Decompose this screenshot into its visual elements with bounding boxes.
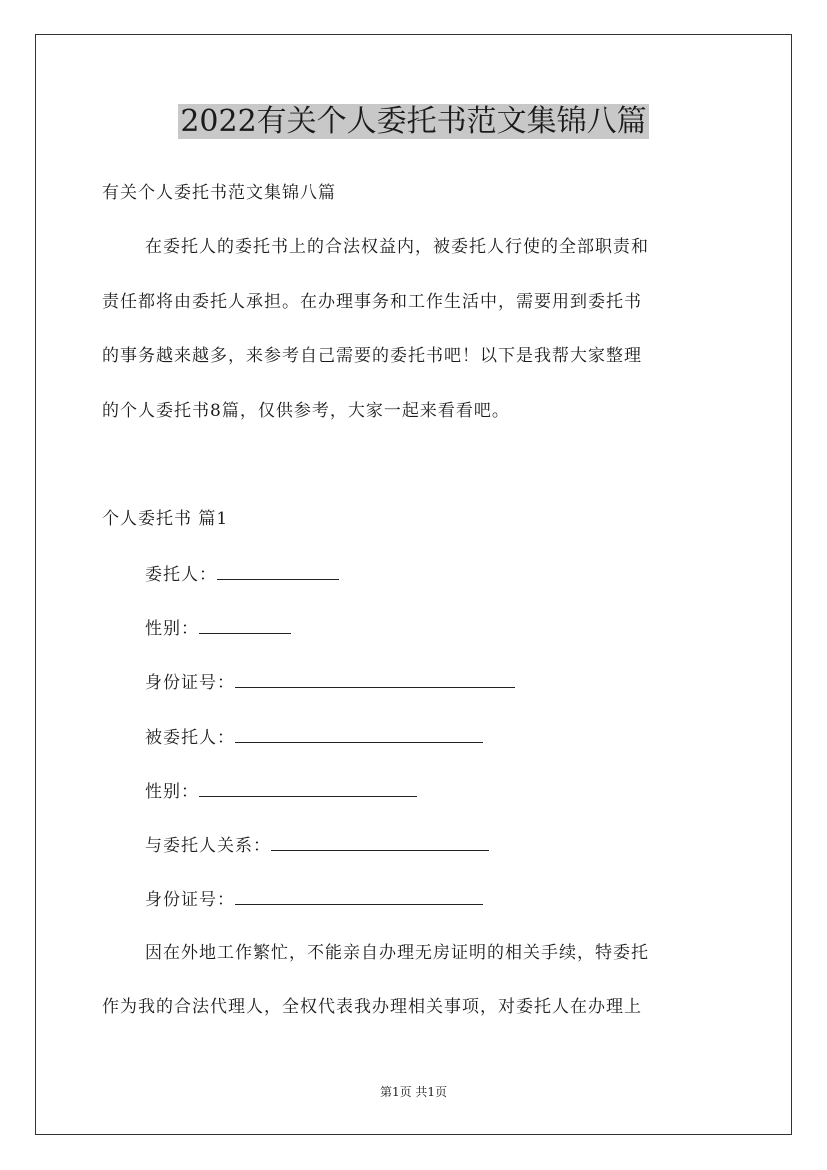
form-field-agent-gender [145, 778, 417, 804]
form-field-relationship [145, 832, 489, 858]
form-field-principal-gender [145, 615, 291, 641]
form-field-agent [145, 724, 483, 750]
intro-paragraph-line: 在委托人的委托书上的合法权益内，被委托人行使的全部职责和 [145, 237, 649, 257]
form-field-principal-id [145, 669, 515, 695]
fill-in-blank [235, 669, 515, 688]
intro-paragraph-line: 责任都将由委托人承担。在办理事务和工作生活中，需要用到委托书 [102, 292, 642, 312]
field-label: 委托人： [145, 565, 217, 585]
field-label: 与委托人关系： [145, 836, 271, 856]
fill-in-blank [235, 886, 483, 905]
intro-paragraph-line: 的事务越来越多，来参考自己需要的委托书吧！以下是我帮大家整理 [102, 346, 642, 366]
body-paragraph-line: 因在外地工作繁忙，不能亲自办理无房证明的相关手续，特委托 [145, 943, 649, 963]
document-subtitle: 有关个人委托书范文集锦八篇 [102, 183, 336, 203]
field-label: 身份证号： [145, 673, 235, 693]
document-title-text: 2022有关个人委托书范文集锦八篇 [180, 104, 647, 139]
intro-paragraph-line: 的个人委托书8篇，仅供参考，大家一起来看看吧。 [102, 401, 510, 421]
field-label: 性别： [145, 782, 199, 802]
page-footer: 第1页 共1页 [379, 1085, 448, 1099]
fill-in-blank [199, 778, 417, 797]
field-label: 被委托人： [145, 728, 235, 748]
document-title [0, 102, 827, 142]
field-label: 身份证号： [145, 890, 235, 910]
body-paragraph-line: 作为我的合法代理人，全权代表我办理相关事项，对委托人在办理上 [102, 997, 642, 1017]
fill-in-blank [235, 724, 483, 743]
fill-in-blank [199, 615, 291, 634]
form-field-agent-id [145, 886, 483, 912]
fill-in-blank [271, 832, 489, 851]
field-label: 性别： [145, 619, 199, 639]
form-field-principal [145, 561, 339, 587]
fill-in-blank [217, 561, 339, 580]
section-heading: 个人委托书 篇1 [102, 509, 229, 529]
